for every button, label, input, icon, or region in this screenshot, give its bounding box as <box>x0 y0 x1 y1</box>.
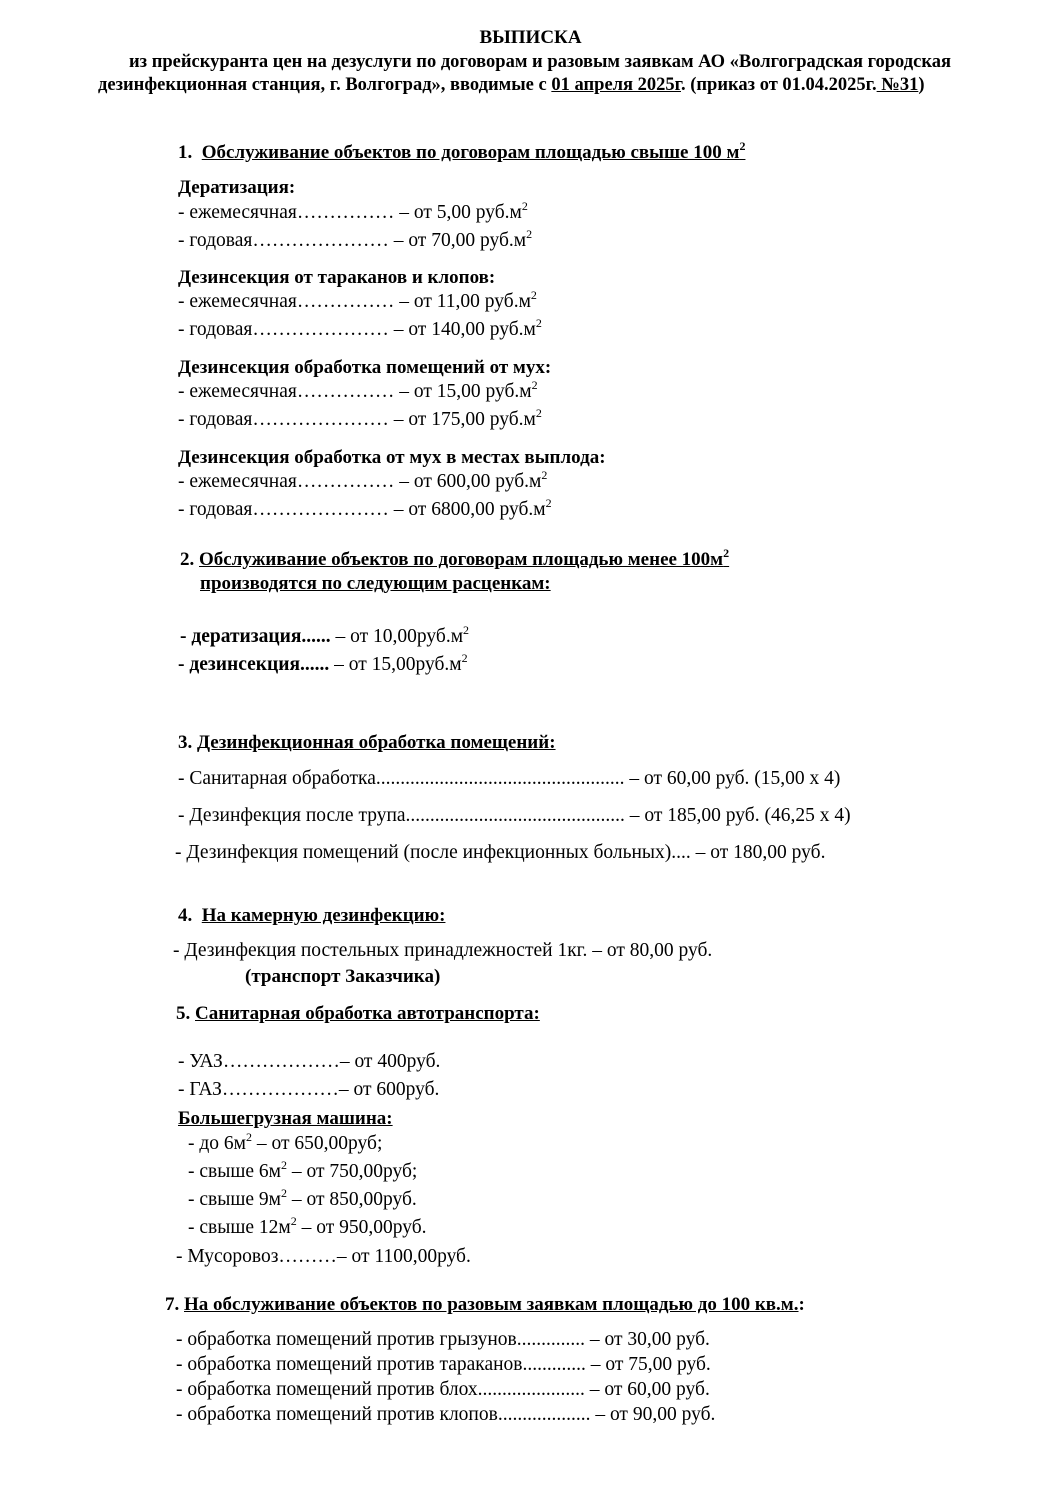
list-item: - Дезинфекция после трупа............................................. – от 185,00 руб. (46,25 х 4) <box>178 805 851 826</box>
section-1-number: 1. <box>178 142 193 163</box>
list-item: - годовая………………… – от 175,00 $руб.м^2$ <box>178 405 542 430</box>
group-heading-flies: Дезинсекция обработка помещений от мух: <box>178 357 552 378</box>
section-4-heading <box>178 905 445 927</box>
list-item: - обработка помещений против блох...................... – от 60,00 руб. <box>176 1379 710 1400</box>
section-1-title: Обслуживание объектов по договорам площадью свыше 100 $м^2$ <box>201 138 746 163</box>
group-heading-fly-breeding: Дезинсекция обработка от мух в местах выплода: <box>178 447 606 468</box>
header-line-2 <box>98 74 925 96</box>
section-3-title: Дезинфекционная обработка помещений: <box>197 732 556 753</box>
list-item: - ежемесячная…………… – от 600,00 $руб.м^2$ <box>178 467 548 492</box>
header-line-2-end: ) <box>918 75 925 95</box>
list-item: - Дезинфекция постельных принадлежностей 1кг. – от 80,00 руб. <box>173 940 713 961</box>
list-item: - Мусоровоз………– от 1100,00руб. <box>176 1246 471 1267</box>
list-item: - ГАЗ………………– от 600руб. <box>178 1079 440 1100</box>
section-2-title-line-2: производятся по следующим расценкам: <box>200 573 551 594</box>
list-item: - свыше $6м^2$ – от 750,00руб; <box>188 1157 418 1182</box>
header-line-2-prefix: дезинфекционная станция, г. Волгоград», вводимые с <box>98 75 552 95</box>
section-2-number: 2. <box>180 549 195 570</box>
section-7-title-end: : <box>798 1294 805 1315</box>
group-heading-cockroaches: Дезинсекция от тараканов и клопов: <box>178 267 496 288</box>
section-3-heading <box>178 732 556 754</box>
list-item: - до $6м^2$ – от 650,00руб; <box>188 1129 383 1154</box>
section-3-number: 3. <box>178 732 193 753</box>
effective-date: 01 апреля 2025г <box>551 75 681 95</box>
list-item: - Дезинфекция помещений (после инфекционных больных).... – от 180,00 руб. <box>175 842 826 863</box>
list-item: - ежемесячная…………… – от 11,00 $руб.м^2$ <box>178 287 537 312</box>
order-number: №31 <box>876 75 919 95</box>
list-item: - дезинсекция...... – от $15,00руб.м^2$ <box>178 650 468 675</box>
list-item: - свыше $9м^2$ – от 850,00руб. <box>188 1185 417 1210</box>
section-5-number: 5. <box>176 1003 191 1024</box>
section-7-number: 7. <box>165 1294 180 1315</box>
list-item: - УАЗ………………– от 400руб. <box>178 1051 441 1072</box>
section-5-heading <box>176 1003 540 1025</box>
list-item: - годовая………………… – от 140,00 $руб.м^2$ <box>178 315 542 340</box>
section-2-title-line-1: Обслуживание объектов по договорам площадью менее $100м^2$ <box>199 545 730 570</box>
list-item: - дератизация...... – от $10,00руб.м^2$ <box>180 622 470 647</box>
section-5-title: Санитарная обработка автотранспорта: <box>195 1003 540 1024</box>
list-item: - Санитарная обработка................................................... – от 60,00 руб. (15,00 х 4) <box>178 768 841 789</box>
document-title: ВЫПИСКА <box>479 27 582 48</box>
list-item: - годовая………………… – от 6800,00 $руб.м^2$ <box>178 495 552 520</box>
list-item: - обработка помещений против клопов................... – от 90,00 руб. <box>176 1404 716 1425</box>
section-4-title: На камерную дезинфекцию: <box>201 905 446 926</box>
list-item: - обработка помещений против тараканов............. – от 75,00 руб. <box>176 1354 711 1375</box>
list-item: - ежемесячная…………… – от 5,00 $руб.м^2$ <box>178 198 528 223</box>
section-7-title: На обслуживание объектов по разовым заявкам площадью до 100 кв.м. <box>184 1294 799 1315</box>
section-4-number: 4. <box>178 905 193 926</box>
list-item: - обработка помещений против грызунов.............. – от 30,00 руб. <box>176 1329 710 1350</box>
section-1-heading <box>178 138 746 164</box>
section-2-heading <box>180 545 730 571</box>
transport-note: (транспорт Заказчика) <box>245 966 441 987</box>
section-7-heading <box>165 1294 805 1316</box>
list-item: - годовая………………… – от 70,00 $руб.м^2$ <box>178 226 533 251</box>
truck-heading: Большегрузная машина: <box>178 1108 393 1129</box>
header-line-1: из прейскуранта цен на дезуслуги по договорам и разовым заявкам АО «Волгоградская городская <box>129 52 951 72</box>
list-item: - свыше $12м^2$ – от 950,00руб. <box>188 1213 427 1238</box>
header-line-2-mid: . (приказ от 01.04.2025г. <box>680 75 877 95</box>
list-item: - ежемесячная…………… – от 15,00 $руб.м^2$ <box>178 377 538 402</box>
group-heading-deratization: Дератизация: <box>178 177 296 198</box>
